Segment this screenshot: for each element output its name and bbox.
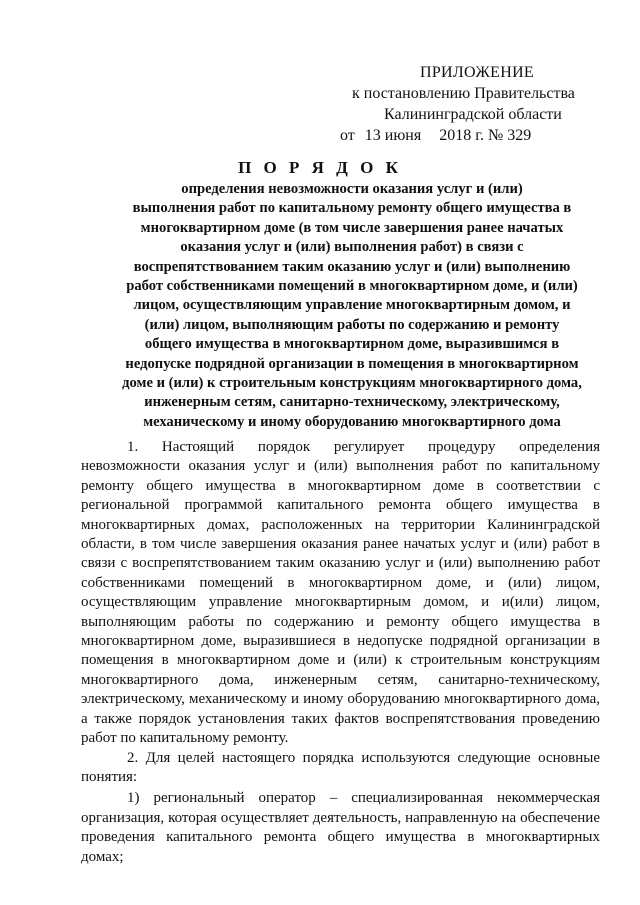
- document-number: 329: [507, 127, 532, 144]
- subtitle-line: (или) лицом, выполняющим работы по содержанию и ремонту: [144, 316, 560, 333]
- paragraph-1: 1. Настоящий порядок регулирует процедуру определения невозможности оказания услуг и (или) выполнения работ по капитальному ремонту общего имущества в многоквартирном доме в соответствии с региональной программой капитального ремонта общего имущества в многоквартирных домах, расположенных на территории Калининградской области, в том числе завершения оказания ранее начатых услуг и (или) работ в связи с воспрепятствованием таким оказанию услуг и (или) выполнению работ собственниками помещений в многоквартирном доме, и (или) лицом, осуществляющим управление многоквартирным домом, и и(или) лицом, выполняющим работы по содержанию и ремонту общего имущества в многоквартирном доме, выразившиеся в недопуске подрядной организации в помещения в многоквартирном доме и (или) к строительным конструкциям многоквартирного дома, инженерным сетям, санитарно-техническому, электрическому, механическому и иному оборудованию многоквартирного дома, а также порядок установления таких фактов воспрепятствования проведению работ по капитальному ремонту.: [81, 439, 600, 747]
- date-year: 2018 г.: [439, 127, 484, 144]
- date-prefix: от: [340, 127, 355, 144]
- number-prefix: №: [487, 127, 504, 144]
- subtitle-line: лицом, осуществляющим управление многоквартирным домом, и: [133, 297, 571, 314]
- subtitle-line: механическому и иному оборудованию многоквартирного дома: [143, 413, 561, 430]
- subtitle-line: инженерным сетям, санитарно-техническому, электрическому,: [144, 394, 560, 411]
- appendix-title: ПРИЛОЖЕНИЕ: [420, 64, 535, 81]
- subtitle-line: воспрепятствованием таким оказанию услуг и (или) выполнению: [133, 258, 571, 275]
- appendix-date-line: [340, 125, 610, 146]
- subtitle-line: выполнения работ по капитальному ремонту общего имущества в: [132, 200, 572, 217]
- date-day-month: 13 июня: [364, 127, 422, 144]
- appendix-line-2: Калининградской области: [384, 106, 562, 123]
- paragraph-2: 2. Для целей настоящего порядка используются следующие основные понятия:: [81, 749, 600, 785]
- subtitle-line: работ собственниками помещений в многоквартирном доме, и (или): [126, 278, 578, 295]
- document-title: П О Р Я Д О К: [238, 158, 402, 177]
- definition-item-1: 1) региональный оператор – специализированная некоммерческая организация, которая осуществляет деятельность, направленную на обеспечение проведения капитального ремонта общего имущества в многоквартирных домах;: [81, 790, 600, 865]
- subtitle-line: определения невозможности оказания услуг и (или): [181, 181, 523, 197]
- document-subtitle: [108, 180, 596, 432]
- subtitle-line: многоквартирном доме (в том числе завершения ранее начатых: [140, 219, 564, 236]
- subtitle-line: общего имущества в многоквартирном доме, выразившимся в: [144, 336, 560, 353]
- subtitle-line: доме и (или) к строительным конструкциям многоквартирного дома,: [122, 375, 582, 392]
- appendix-header: [340, 62, 610, 146]
- subtitle-line: недопуске подрядной организации в помещения в многоквартирном: [125, 355, 579, 372]
- document-body: [81, 438, 600, 867]
- subtitle-line: оказания услуг и (или) выполнения работ) в связи с: [180, 239, 524, 256]
- appendix-line-1: к постановлению Правительства: [352, 85, 575, 102]
